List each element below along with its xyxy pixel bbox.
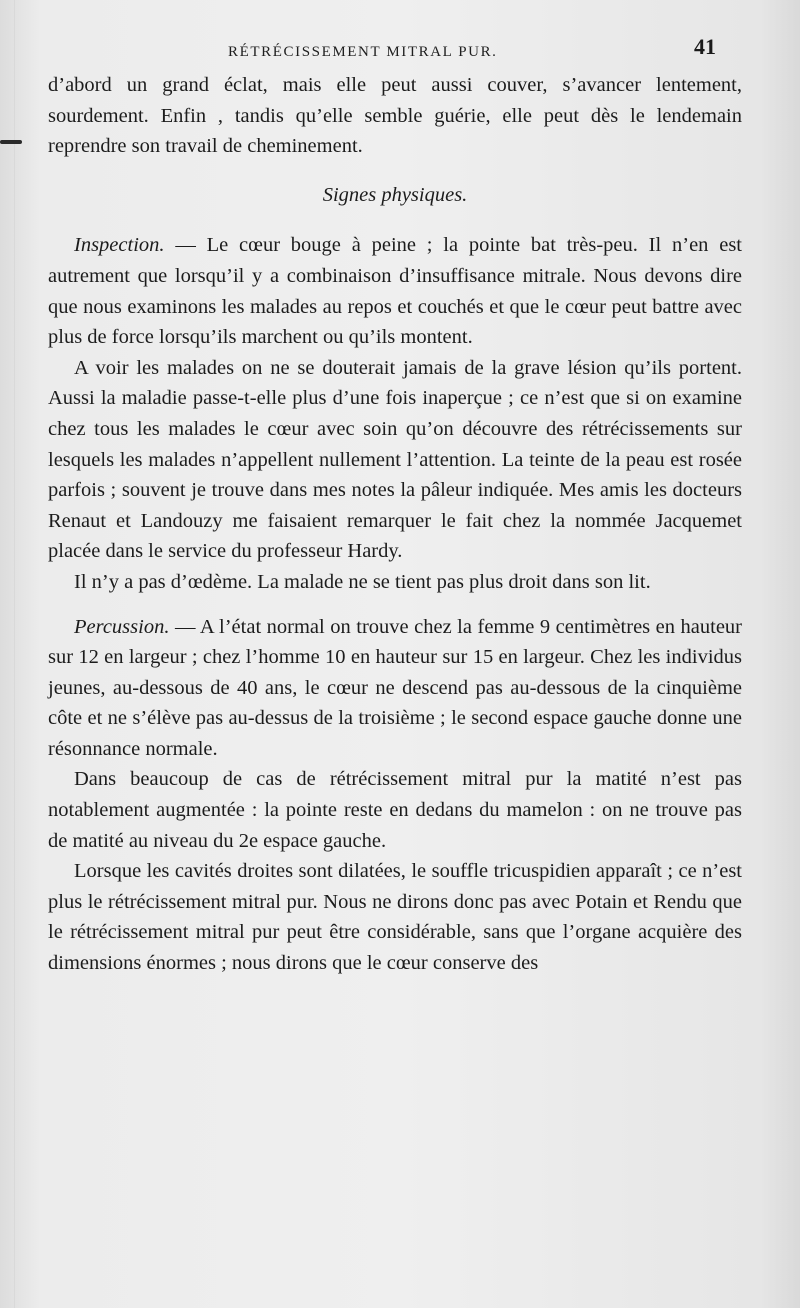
paragraph-percussion [48, 612, 742, 765]
paragraph: Dans beaucoup de cas de rétrécissement mitral pur la matité n’est pas notablement augmentée : la pointe reste en dedans du mamelon : on ne trouve pas de matité au niveau du 2e espace gauche. [48, 768, 742, 852]
paragraph-inspection [48, 230, 742, 352]
paragraph-text: — Le cœur bouge à peine ; la pointe bat très-peu. Il n’en est autrement que lorsqu’il y a combinaison d’insuffisance mitrale. Nous devons dire que nous examinons les malades au repos et couchés et que le cœur peut battre avec plus de force lorsqu’ils marchent ou qu’ils montent. [48, 234, 742, 349]
paragraph: Lorsque les cavités droites sont dilatées, le souffle tricuspidien apparaît ; ce n’est plus le rétrécissement mitral pur. Nous ne dirons donc pas avec Potain et Rendu que le rétrécissement mitral pur peut être considérable, sans que l’organe acquière des dimensions énormes ; nous dirons que le cœur conserve des [48, 860, 742, 975]
run-in-heading-inspection: Inspection. [74, 234, 165, 257]
section-title: Signes physiques. [322, 183, 468, 206]
run-in-heading-percussion: Percussion. [74, 615, 170, 638]
running-head: RÉTRÉCISSEMENT MITRAL PUR. [228, 44, 498, 60]
paragraph: Il n’y a pas d’œdème. La malade ne se tient pas plus droit dans son lit. [74, 570, 651, 593]
page-number: 41 [694, 34, 716, 59]
paragraph: A voir les malades on ne se douterait jamais de la grave lésion qu’ils portent. Aussi la maladie passe-t-elle plus d’une fois inaperçue ; ce n’est que si on examine chez tous les malades le cœur avec soin qu’on découvre des rétrécissements sur lesquels les malades n’appellent nullement l’attention. La teinte de la peau est rosée parfois ; souvent je trouve dans mes notes la pâleur indiquée. Mes amis les docteurs Renaut et Landouzy me faisaient remarquer le fait chez la nommée Jacquemet placée dans le service du professeur Hardy. [48, 356, 742, 563]
page-body [48, 70, 742, 979]
gutter-shadow [14, 0, 15, 1308]
paragraph-text: — A l’état normal on trouve chez la femme 9 centimètres en hauteur sur 12 en largeur ; chez l’homme 10 en hauteur sur 15 en largeur. Chez les individus jeunes, au-dessous de 40 ans, le cœur ne descend pas au-dessous de la cinquième côte et ne s’élève pas au-dessus de la troisième ; le second espace gauche donne une résonnance normale. [48, 615, 742, 760]
margin-mark [0, 140, 22, 144]
paragraph-continuation: d’abord un grand éclat, mais elle peut aussi couver, s’avancer lentement, sourdement. Enfin , tandis qu’elle semble guérie, elle peut dès le lendemain reprendre son travail de cheminement. [48, 74, 742, 158]
page-header [0, 34, 800, 64]
